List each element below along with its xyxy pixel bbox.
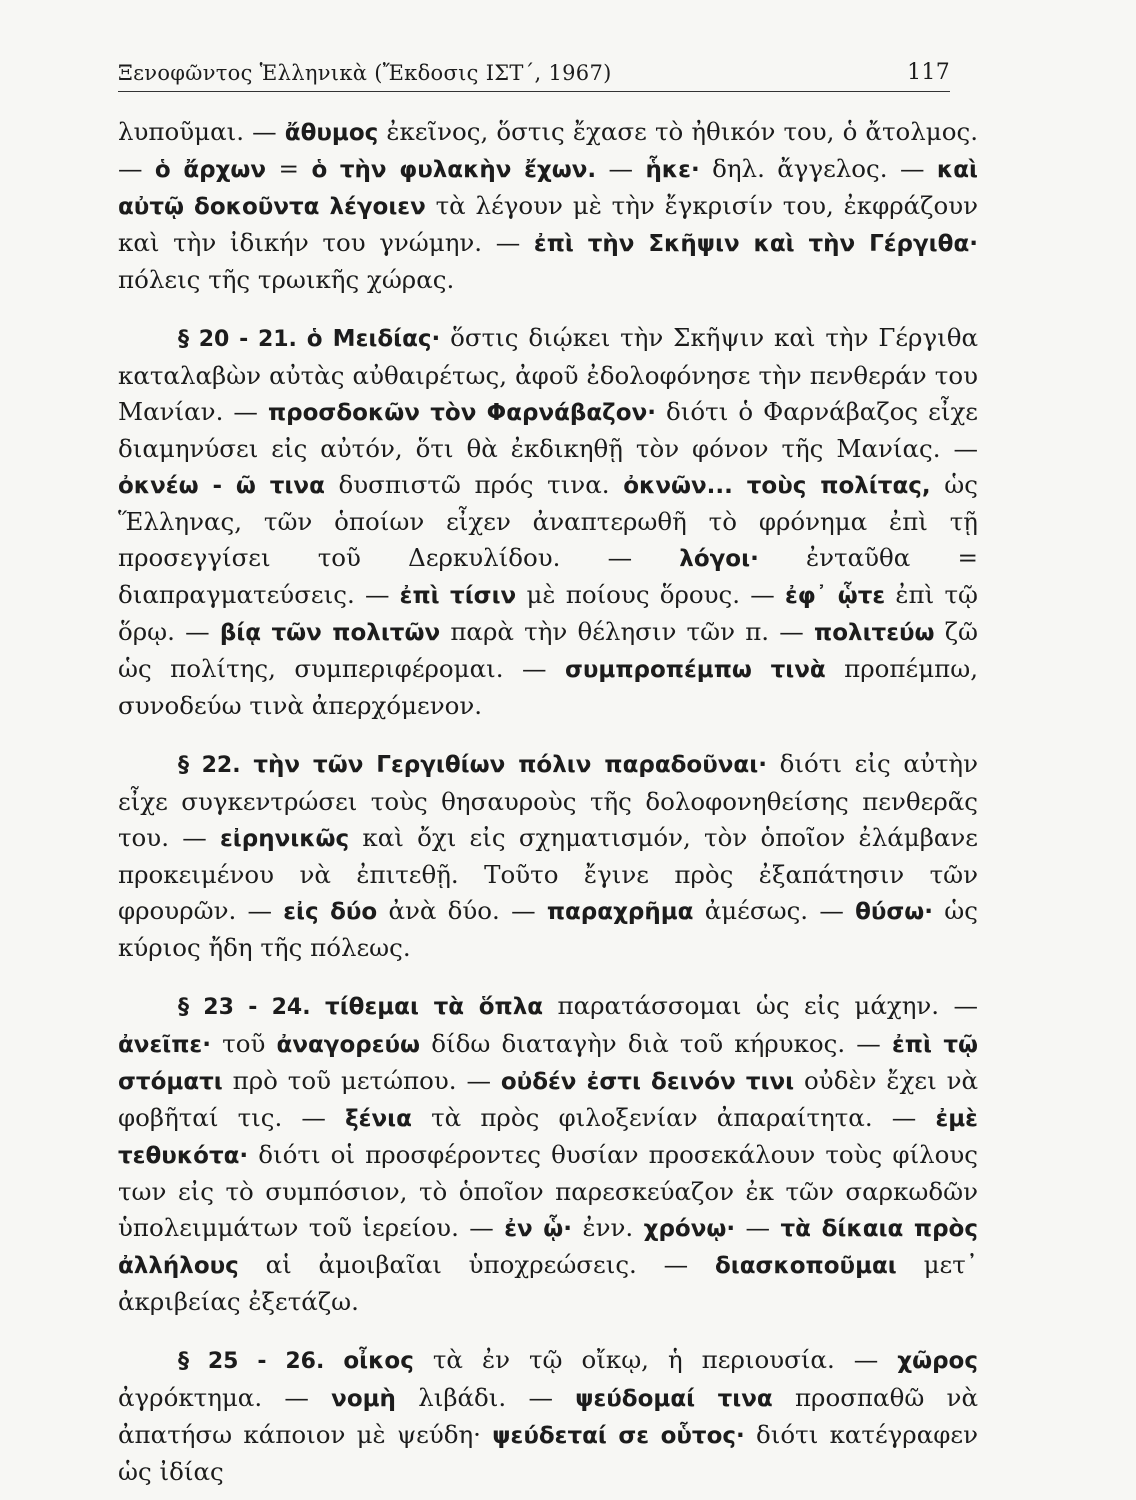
lemma-term: ἧκε· <box>645 157 700 183</box>
lemma-term: ἐπὶ τὴν Σκῆψιν καὶ τὴν Γέργιθα· <box>533 231 978 257</box>
section-number: § 25 - 26. <box>178 1349 325 1374</box>
gloss-text: διότι εἰς αὐτὴν εἶχε συγκεντρώσει τοὺς θησαυροὺς τῆς δολοφονηθείσης πενθερᾶς του. — <box>118 749 979 852</box>
gloss-text: ὡς κύριος ἤδη τῆς πόλεως. <box>118 896 978 962</box>
gloss-text: διότι κατέγραφεν ὡς ἰδίας <box>118 1420 979 1486</box>
lemma-term: εἰρηνικῶς <box>219 826 350 852</box>
gloss-text: ἐκεῖνος, ὅστις ἔχασε τὸ ἠθικόν του, ὁ ἄτολμος. — <box>118 117 978 183</box>
lemma-term: νομὴ <box>331 1386 396 1412</box>
gloss-text: ὅστις διῴκει τὴν Σκῆψιν καὶ τὴν Γέργιθα καταλαβὼν αὐτὰς αὐθαιρέτως, ἀφοῦ ἐδολοφόνησε τὴν πενθεράν του Μανίαν. — <box>118 323 978 426</box>
lemma-term: ἀνεῖπε· <box>118 1032 211 1058</box>
lemma-term: ὀκνῶν... τοὺς πολίτας, <box>623 473 931 499</box>
gloss-text: ἀγρόκτημα. — <box>118 1383 332 1412</box>
section-number: § 22. <box>178 753 241 778</box>
gloss-text: αἱ ἀμοιβαῖαι ὑποχρεώσεις. — <box>238 1250 715 1279</box>
lemma-term: ὀκνέω - ῶ τινα <box>118 473 325 499</box>
lemma-term: ἐπὶ τίσιν <box>399 583 517 609</box>
gloss-text: — <box>596 154 646 183</box>
lemma-term: θύσω· <box>855 899 934 925</box>
gloss-text: πρὸ τοῦ μετώπου. — <box>222 1066 501 1095</box>
lemma-term: ψεύδεταί σε οὗτος· <box>492 1423 745 1449</box>
lemma-term: οἶκος <box>343 1348 414 1374</box>
page-number: 117 <box>907 60 950 85</box>
gloss-text: ὡς Ἕλληνας, τῶν ὁποίων εἶχεν ἀναπτερωθῆ τὸ φρόνημα ἐπὶ τῇ προσεγγίσει τοῦ Δερκυλίδου. — <box>118 470 978 572</box>
gloss-text: — <box>735 1213 781 1242</box>
lemma-term: εἰς δύο <box>283 899 378 925</box>
lemma-term: ἐν ᾧ· <box>504 1216 573 1242</box>
commentary-paragraph <box>118 746 978 966</box>
lemma-term: ἐμὲ τεθυκότα· <box>118 1106 978 1169</box>
gloss-text <box>297 323 307 352</box>
lemma-term: τὰ δίκαια πρὸς ἀλλήλους <box>118 1216 978 1279</box>
lemma-term: ὁ τὴν φυλακὴν ἔχων. <box>311 157 597 183</box>
gloss-text: οὐδὲν ἔχει νὰ φοβῆταί τις. — <box>118 1066 979 1132</box>
lemma-term: οὐδέν ἐστι δεινόν τινι <box>500 1069 795 1095</box>
commentary-paragraph <box>118 114 978 298</box>
commentary-paragraph <box>118 1342 978 1490</box>
lemma-term: ἐπὶ τῷ στόματι <box>118 1032 978 1095</box>
lemma-term: προσδοκῶν τὸν Φαρνάβαζον· <box>267 400 656 426</box>
lemma-term: συμπροπέμπω τινὰ <box>564 657 826 683</box>
gloss-text: ζῶ ὡς πολίτης, συμπεριφέρομαι. — <box>118 617 978 683</box>
gloss-text: τὰ λέγουν μὲ τὴν ἔγκρισίν του, ἐκφράζουν καὶ τὴν ἰδικήν του γνώμην. — <box>118 191 978 257</box>
gloss-text: λιβάδι. — <box>395 1383 576 1412</box>
lemma-term: ἐφ᾽ ᾧτε <box>784 583 886 609</box>
gloss-text: δηλ. ἄγγελος. — <box>699 154 937 183</box>
gloss-text: τοῦ <box>210 1029 277 1058</box>
commentary-paragraph <box>118 988 978 1320</box>
lemma-term: παραχρῆμα <box>546 899 694 925</box>
gloss-text: διότι οἱ προσφέροντες θυσίαν προσεκάλουν τοὺς φίλους των εἰς τὸ συμπόσιον, τὸ ὁποῖον παρεσκεύαζον ἐκ τῶν σαρκωδῶν ὑπολειμμάτων τοῦ ἱερείου. — <box>118 1140 978 1242</box>
lemma-term: χῶρος <box>897 1348 978 1374</box>
gloss-text: πόλεις τῆς τρωικῆς χώρας. <box>118 265 455 294</box>
gloss-text: λυποῦμαι. — <box>118 117 285 146</box>
section-number: § 20 - 21. <box>178 327 297 352</box>
gloss-text: τὰ πρὸς φιλοξενίαν ἀπαραίτητα. — <box>411 1103 936 1132</box>
gloss-text: καὶ ὄχι εἰς σχηματισμόν, τὸν ὁποῖον ἐλάμβανε προκειμένου νὰ ἐπιτεθῇ. Τοῦτο ἔγινε πρὸς ἐξαπάτησιν τῶν φρουρῶν. — <box>118 823 978 925</box>
gloss-text: ἐνταῦθα = διαπραγματεύσεις. — <box>118 543 979 609</box>
book-page <box>118 60 978 1490</box>
gloss-text <box>324 1345 343 1374</box>
commentary-paragraph <box>118 320 978 724</box>
running-title: Ξενοφῶντος Ἑλληνικὰ (Ἔκδοσις ΙΣΤ΄, 1967) <box>118 61 612 85</box>
gloss-text <box>241 749 254 778</box>
gloss-text: διότι ὁ Φαρνάβαζος εἶχε διαμηνύσει εἰς αὐτόν, ὅτι θὰ ἐκδικηθῇ τὸν φόνον τῆς Μανίας. — <box>118 397 978 463</box>
lemma-term: ὁ Μειδίας· <box>306 326 441 352</box>
gloss-text: ἐπὶ τῷ ὅρῳ. — <box>118 580 978 646</box>
lemma-term: ψεύδομαί τινα <box>575 1386 773 1412</box>
lemma-term: ἄθυμος <box>284 120 379 146</box>
lemma-term: ξένια <box>345 1106 412 1132</box>
lemma-term: διασκοποῦμαι <box>714 1253 897 1279</box>
gloss-text: τὰ ἐν τῷ οἴκῳ, ἡ περιουσία. — <box>413 1345 898 1374</box>
gloss-text: ἐνν. <box>572 1213 644 1242</box>
gloss-text <box>311 991 325 1020</box>
gloss-text: ἀνὰ δύο. — <box>377 896 547 925</box>
lemma-term: λόγοι· <box>679 546 759 572</box>
section-number: § 23 - 24. <box>178 995 311 1020</box>
gloss-text: προσπαθῶ νὰ ἀπατήσω κάποιον μὲ ψεύδη· <box>118 1383 978 1449</box>
lemma-term: καὶ αὐτῷ δοκοῦντα λέγοιεν <box>118 157 978 220</box>
gloss-text: δίδω διαταγὴν διὰ τοῦ κήρυκος. — <box>420 1029 892 1058</box>
gloss-text: μετ᾽ ἀκριβείας ἐξετάζω. <box>118 1250 978 1316</box>
lemma-term: τίθεμαι τὰ ὅπλα <box>325 994 544 1020</box>
running-header <box>118 60 950 92</box>
gloss-text: δυσπιστῶ πρός τινα. <box>324 470 624 499</box>
gloss-text: παρὰ τὴν θέλησιν τῶν π. — <box>440 617 815 646</box>
lemma-term: χρόνῳ· <box>643 1216 736 1242</box>
gloss-text: = <box>266 154 312 183</box>
gloss-text: ἀμέσως. — <box>693 896 856 925</box>
gloss-text: παρατάσσομαι ὡς εἰς μάχην. — <box>543 991 978 1020</box>
lemma-term: βίᾳ τῶν πολιτῶν <box>219 620 441 646</box>
commentary-body <box>118 114 978 1490</box>
gloss-text: μὲ ποίους ὅρους. — <box>516 580 785 609</box>
lemma-term: τὴν τῶν Γεργιθίων πόλιν παραδοῦναι· <box>253 752 767 778</box>
lemma-term: ὁ ἄρχων <box>154 157 267 183</box>
lemma-term: ἀναγορεύω <box>276 1032 421 1058</box>
gloss-text: προπέμπω, συνοδεύω τινὰ ἀπερχόμενον. <box>118 654 978 720</box>
lemma-term: πολιτεύω <box>814 620 935 646</box>
